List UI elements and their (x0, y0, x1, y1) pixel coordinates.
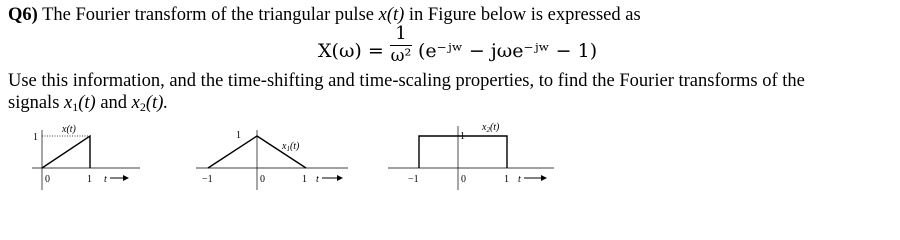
figure-x1-tick-1: 1 (302, 174, 307, 185)
question-text-prefix: The Fourier transform of the triangular pulse (42, 5, 379, 25)
figure-x-tick-1: 1 (87, 174, 92, 185)
signal-x2-arg: (t). (145, 93, 168, 113)
figure-x1-peak-label: 1 (236, 130, 241, 141)
question-number: Q6) (8, 5, 38, 25)
figure-x (0, 120, 150, 200)
signal-x2-sub: 2 (139, 100, 146, 114)
figure-x-signal (42, 136, 90, 168)
instruction-prefix: signals (8, 93, 65, 113)
figure-x-axis-label: t (104, 174, 107, 185)
signal-x1-name: x (64, 93, 73, 113)
formula-rhs: (e⁻ʲʷ − jωe⁻ʲʷ − 1) (418, 40, 598, 62)
question-text-suffix: in Figure below is expressed as (404, 5, 641, 25)
instruction-line-1: Use this information, and the time-shifting and time-scaling properties, to find the Fourier transforms of the (8, 71, 805, 91)
figure-x1-tick-neg1: −1 (202, 174, 213, 185)
figure-x1 (188, 120, 358, 200)
figure-x2-peak-label: 1 (460, 131, 465, 142)
instruction-and: and (95, 93, 132, 113)
formula-lhs: X(ω) = (318, 40, 384, 62)
figure-x-label: x(t) (62, 124, 76, 135)
formula-numerator: 1 (395, 23, 407, 44)
figure-x2 (386, 120, 566, 200)
signal-x1-arg: (t) (78, 93, 96, 113)
figure-x1-tick-0: 0 (260, 174, 265, 185)
figure-x2-tick-neg1: −1 (408, 174, 419, 185)
signal-x1-sub: 1 (72, 100, 79, 114)
figure-x2-tick-1: 1 (504, 174, 509, 185)
figure-x-peak-label: 1 (33, 132, 38, 143)
instruction-line-2 (8, 92, 168, 118)
question-signal: x(t) (378, 5, 405, 25)
figure-x-tick-0: 0 (45, 174, 50, 185)
figure-x1-label: $x_1(t)$ (282, 141, 300, 153)
figure-x1-axis-label: t (316, 174, 319, 185)
signal-x2-name: x (131, 93, 140, 113)
figure-x2-tick-0: 0 (461, 174, 466, 185)
formula-denominator: ω² (390, 46, 412, 66)
question-line (8, 4, 641, 26)
figure-x2-label: $x_2(t)$ (482, 122, 500, 134)
figure-x2-axis-label: t (518, 174, 521, 185)
